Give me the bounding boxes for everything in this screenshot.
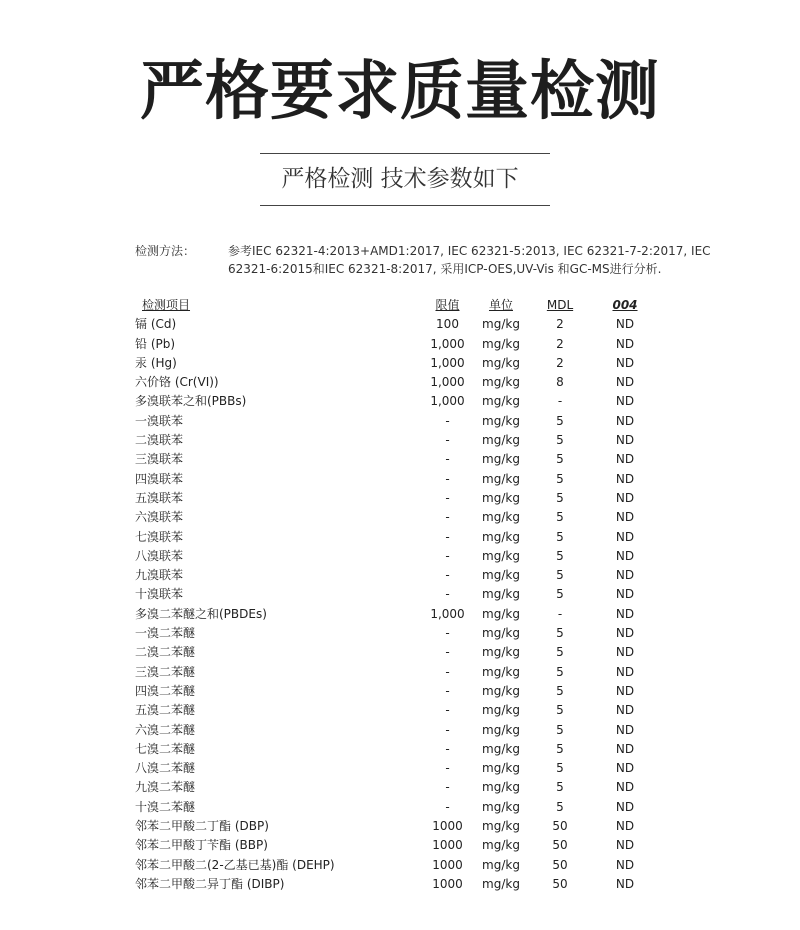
cell-result: ND (615, 741, 635, 756)
cell-item: 镉 (Cd) (135, 317, 177, 332)
cell-result: ND (615, 375, 635, 390)
cell-item: 汞 (Hg) (135, 355, 177, 370)
table-row (0, 412, 800, 431)
cell-result: ND (615, 317, 635, 332)
table-row (0, 856, 800, 875)
cell-item: 六价铬 (Cr(VI)) (135, 375, 219, 390)
cell-unit: mg/kg (482, 529, 520, 544)
cell-mdl: 5 (556, 664, 564, 679)
cell-item: 十溴二苯醚 (135, 799, 196, 814)
cell-item: 多溴联苯之和(PBBs) (135, 394, 247, 409)
results-table (0, 296, 800, 894)
cell-unit: mg/kg (482, 471, 520, 486)
cell-mdl: 5 (556, 587, 564, 602)
cell-mdl: 5 (556, 548, 564, 563)
cell-result: ND (615, 433, 635, 448)
cell-mdl: 5 (556, 780, 564, 795)
cell-limit: 1000 (432, 857, 463, 872)
cell-mdl: 5 (556, 683, 564, 698)
test-method-text: 参考IEC 62321-4:2013+AMD1:2017, IEC 62321-5:2013, IEC 62321-7-2:2017, IEC 62321-6:2015和IEC 62321-8:2017, 采用ICP-OES,UV-Vis 和GC-MS进行分析. (228, 244, 711, 276)
table-row (0, 528, 800, 547)
cell-limit: 1000 (432, 819, 463, 834)
cell-unit: mg/kg (482, 452, 520, 467)
table-row (0, 335, 800, 354)
cell-result: ND (615, 490, 635, 505)
cell-mdl: 2 (556, 355, 564, 370)
table-row (0, 566, 800, 585)
cell-result: ND (615, 876, 635, 891)
table-row (0, 315, 800, 334)
cell-unit: mg/kg (482, 510, 520, 525)
cell-item: 三溴联苯 (135, 452, 184, 467)
cell-limit: - (445, 683, 450, 698)
cell-result: ND (615, 510, 635, 525)
cell-item: 邻苯二甲酸二(2-乙基已基)酯 (DEHP) (135, 857, 335, 872)
cell-limit: 100 (436, 317, 459, 332)
cell-result: ND (615, 683, 635, 698)
cell-item: 六溴二苯醚 (135, 722, 196, 737)
cell-item: 四溴联苯 (135, 471, 184, 486)
cell-mdl: 5 (556, 413, 564, 428)
table-row (0, 682, 800, 701)
cell-limit: - (445, 626, 450, 641)
cell-mdl: 5 (556, 703, 564, 718)
cell-mdl: 5 (556, 510, 564, 525)
cell-item: 一溴二苯醚 (135, 626, 196, 641)
cell-mdl: 5 (556, 799, 564, 814)
cell-result: ND (615, 722, 635, 737)
cell-result: ND (615, 780, 635, 795)
cell-limit: - (445, 510, 450, 525)
cell-mdl: 5 (556, 626, 564, 641)
cell-item: 九溴联苯 (135, 568, 184, 583)
cell-item: 二溴二苯醚 (135, 645, 196, 660)
header-result: 004 (612, 298, 638, 312)
cell-unit: mg/kg (482, 626, 520, 641)
cell-limit: - (445, 490, 450, 505)
cell-result: ND (615, 626, 635, 641)
header-unit: 单位 (488, 298, 513, 312)
cell-unit: mg/kg (482, 664, 520, 679)
cell-mdl: 50 (552, 838, 568, 853)
cell-limit: - (445, 799, 450, 814)
table-row (0, 489, 800, 508)
cell-limit: - (445, 529, 450, 544)
page-subtitle: 严格检测 技术参数如下 (281, 166, 519, 192)
cell-result: ND (615, 587, 635, 602)
cell-mdl: 5 (556, 529, 564, 544)
cell-item: 七溴联苯 (135, 529, 184, 544)
cell-limit: - (445, 548, 450, 563)
cell-limit: 1000 (432, 876, 463, 891)
cell-mdl: - (557, 394, 563, 409)
table-row (0, 817, 800, 836)
cell-unit: mg/kg (482, 838, 520, 853)
cell-result: ND (615, 568, 635, 583)
cell-unit: mg/kg (482, 490, 520, 505)
table-row (0, 740, 800, 759)
cell-limit: - (445, 413, 450, 428)
table-row (0, 354, 800, 373)
cell-item: 二溴联苯 (135, 433, 184, 448)
table-row (0, 643, 800, 662)
cell-unit: mg/kg (482, 587, 520, 602)
cell-limit: - (445, 471, 450, 486)
table-row (0, 547, 800, 566)
table-row (0, 431, 800, 450)
table-row (0, 470, 800, 489)
cell-unit: mg/kg (482, 741, 520, 756)
cell-item: 三溴二苯醚 (135, 664, 196, 679)
cell-result: ND (615, 548, 635, 563)
cell-mdl: 5 (556, 761, 564, 776)
cell-item: 九溴二苯醚 (135, 780, 196, 795)
cell-result: ND (615, 336, 635, 351)
cell-unit: mg/kg (482, 375, 520, 390)
cell-mdl: 50 (552, 819, 568, 834)
header-limit: 限值 (435, 298, 460, 312)
cell-mdl: 5 (556, 568, 564, 583)
cell-item: 五溴联苯 (135, 490, 184, 505)
table-row (0, 373, 800, 392)
cell-result: ND (615, 645, 635, 660)
cell-result: ND (615, 413, 635, 428)
header-mdl: MDL (546, 298, 574, 312)
table-row (0, 624, 800, 643)
table-row (0, 701, 800, 720)
cell-unit: mg/kg (482, 722, 520, 737)
cell-item: 邻苯二甲酸二异丁酯 (DIBP) (135, 876, 285, 891)
table-row (0, 836, 800, 855)
table-row (0, 875, 800, 894)
cell-limit: 1,000 (430, 394, 465, 409)
cell-mdl: 5 (556, 741, 564, 756)
cell-limit: - (445, 761, 450, 776)
cell-unit: mg/kg (482, 780, 520, 795)
cell-unit: mg/kg (482, 857, 520, 872)
table-header-row (0, 296, 800, 315)
cell-unit: mg/kg (482, 819, 520, 834)
cell-limit: - (445, 664, 450, 679)
cell-item: 邻苯二甲酸二丁酯 (DBP) (135, 819, 269, 834)
cell-mdl: 5 (556, 722, 564, 737)
cell-mdl: 50 (552, 857, 568, 872)
cell-item: 邻苯二甲酸丁苄酯 (BBP) (135, 838, 268, 853)
cell-item: 多溴二苯醚之和(PBDEs) (135, 606, 267, 621)
cell-unit: mg/kg (482, 876, 520, 891)
cell-limit: - (445, 452, 450, 467)
cell-result: ND (615, 761, 635, 776)
cell-limit: 1,000 (430, 375, 465, 390)
cell-unit: mg/kg (482, 606, 520, 621)
table-row (0, 759, 800, 778)
cell-unit: mg/kg (482, 683, 520, 698)
cell-item: 八溴二苯醚 (135, 761, 196, 776)
cell-limit: - (445, 433, 450, 448)
cell-limit: - (445, 568, 450, 583)
cell-unit: mg/kg (482, 645, 520, 660)
table-row (0, 663, 800, 682)
cell-unit: mg/kg (482, 336, 520, 351)
cell-item: 十溴联苯 (135, 587, 184, 602)
cell-item: 一溴联苯 (135, 413, 184, 428)
cell-mdl: 5 (556, 433, 564, 448)
cell-limit: - (445, 780, 450, 795)
cell-limit: 1,000 (430, 355, 465, 370)
cell-unit: mg/kg (482, 413, 520, 428)
cell-limit: 1,000 (430, 606, 465, 621)
cell-item: 八溴联苯 (135, 548, 184, 563)
cell-unit: mg/kg (482, 703, 520, 718)
cell-mdl: 50 (552, 876, 568, 891)
cell-limit: - (445, 587, 450, 602)
cell-mdl: 5 (556, 452, 564, 467)
cell-result: ND (615, 857, 635, 872)
cell-result: ND (615, 355, 635, 370)
cell-result: ND (615, 529, 635, 544)
cell-limit: - (445, 741, 450, 756)
cell-item: 四溴二苯醚 (135, 683, 196, 698)
table-row (0, 585, 800, 604)
cell-result: ND (615, 606, 635, 621)
cell-limit: 1000 (432, 838, 463, 853)
table-row (0, 508, 800, 527)
cell-item: 铅 (Pb) (135, 336, 176, 351)
cell-unit: mg/kg (482, 761, 520, 776)
cell-mdl: 5 (556, 471, 564, 486)
cell-result: ND (615, 838, 635, 853)
cell-unit: mg/kg (482, 317, 520, 332)
divider-bottom (260, 205, 550, 206)
cell-result: ND (615, 799, 635, 814)
cell-limit: - (445, 703, 450, 718)
cell-mdl: 2 (556, 336, 564, 351)
table-row (0, 778, 800, 797)
table-row (0, 605, 800, 624)
cell-item: 五溴二苯醚 (135, 703, 196, 718)
cell-limit: 1,000 (430, 336, 465, 351)
cell-mdl: 8 (556, 375, 564, 390)
cell-mdl: 5 (556, 490, 564, 505)
cell-unit: mg/kg (482, 548, 520, 563)
cell-result: ND (615, 471, 635, 486)
cell-unit: mg/kg (482, 355, 520, 370)
cell-mdl: - (557, 606, 563, 621)
cell-result: ND (615, 394, 635, 409)
cell-limit: - (445, 645, 450, 660)
cell-mdl: 2 (556, 317, 564, 332)
cell-result: ND (615, 452, 635, 467)
header-item: 检测项目 (142, 298, 191, 312)
cell-mdl: 5 (556, 645, 564, 660)
table-row (0, 798, 800, 817)
cell-item: 七溴二苯醚 (135, 741, 196, 756)
table-row (0, 721, 800, 740)
cell-unit: mg/kg (482, 799, 520, 814)
table-row (0, 450, 800, 469)
cell-result: ND (615, 703, 635, 718)
cell-limit: - (445, 722, 450, 737)
table-row (0, 392, 800, 411)
page-title: 严格要求质量检测 (140, 55, 660, 129)
cell-result: ND (615, 664, 635, 679)
cell-unit: mg/kg (482, 568, 520, 583)
cell-result: ND (615, 819, 635, 834)
divider-top (260, 153, 550, 154)
cell-unit: mg/kg (482, 394, 520, 409)
test-method-label: 检测方法： (135, 244, 196, 258)
cell-unit: mg/kg (482, 433, 520, 448)
cell-item: 六溴联苯 (135, 510, 184, 525)
